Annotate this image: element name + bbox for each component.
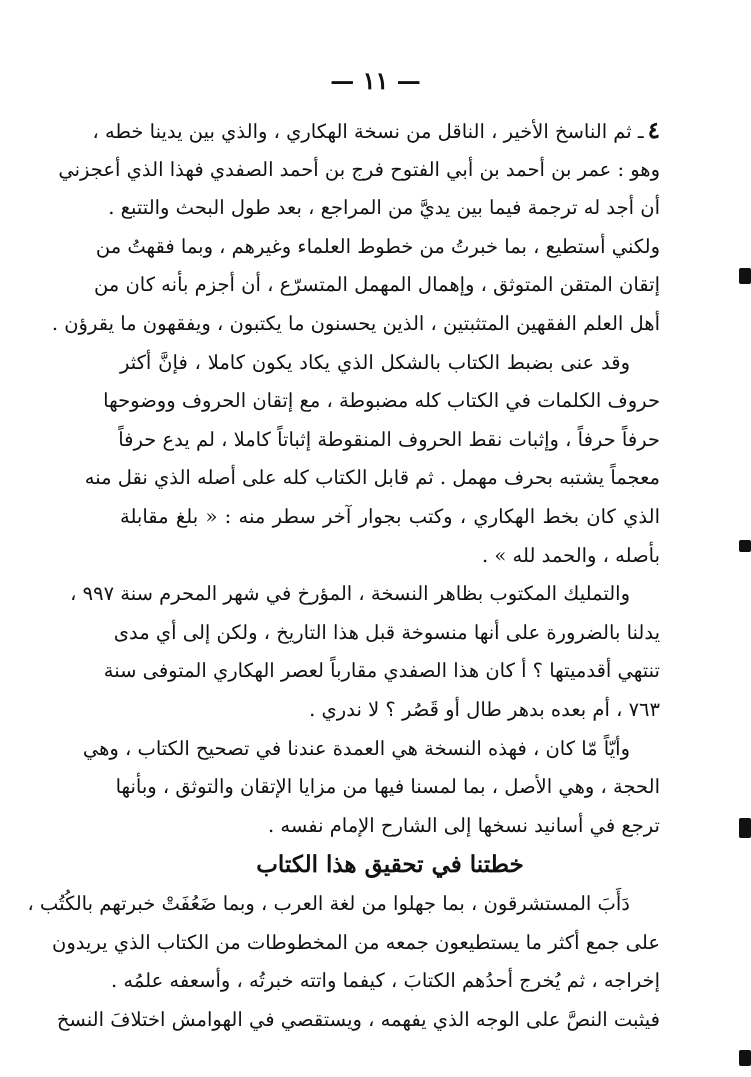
text-line: بأصله ، والحمد لله » . <box>482 543 660 567</box>
text-line: ٤ـ ثم الناسخ الأخير ، الناقل من نسخة الهكاري ، والذي بين يدينا خطه ، <box>92 117 660 144</box>
text-line: تنتهي أقدميتها ؟ أ كان هذا الصفدي مقارباً لعصر الهكاري المتوفى سنة <box>103 659 660 683</box>
section-heading: خطتنا في تحقيق هذا الكتاب <box>256 851 524 879</box>
text-line: فيثبت النصَّ على الوجه الذي يفهمه ، ويستقصي في الهوامش اختلافَ النسخ <box>56 1008 660 1032</box>
scan-edge-mark <box>739 268 751 284</box>
text-line: وأيّاً مّا كان ، فهذه النسخة هي العمدة عندنا في تصحيح الكتاب ، وهي <box>82 736 630 760</box>
text-line: إتقان المتقن المتوثق ، وإهمال المهمل المتسرّع ، أن أجزم بأنه كان من <box>93 273 660 297</box>
text-line: إخراجه ، ثم يُخرج أحدُهم الكتابَ ، كيفما واتته خبرتُه ، وأسعفه علمُه . <box>110 969 660 993</box>
text-line: أن أجد له ترجمة فيما بين يديَّ من المراجع ، بعد طول البحث والتتبع . <box>108 196 660 220</box>
text-line: دَأَبَ المستشرقون ، بما جهلوا من لغة العرب ، وبما ضَعُفَتْ خبرتهم بالكُتُب ، <box>27 892 630 916</box>
text-line: ولكني أستطيع ، بما خبرتُ من خطوط العلماء وغيرهم ، وبما فقهتُ من <box>95 234 660 258</box>
text-line: حروف الكلمات في الكتاب كله مضبوطة ، مع إتقان الحروف ووضوحها <box>103 389 660 413</box>
body-text <box>27 112 660 1040</box>
text-line: الذي كان بخط الهكاري ، وكتب بجوار آخر سطر منه : « بلغ مقابلة <box>120 504 660 528</box>
text-line: حرفاً حرفاً ، وإثبات نقط الحروف المنقوطة إثباتاً كاملا ، لم يدع حرفاً <box>118 427 660 451</box>
page-number: — ١١ — <box>330 66 421 95</box>
text-line: على جمع أكثر ما يستطيعون جمعه من المخطوطات من الكتاب الذي يريدون <box>52 930 660 954</box>
text-line: الحجة ، وهي الأصل ، بما لمسنا فيها من مزايا الإتقان والتوثق ، وبأنها <box>115 775 660 799</box>
text-line: والتمليك المكتوب بظاهر النسخة ، المؤرخ في شهر المحرم سنة ٩٩٧ ، <box>70 582 630 606</box>
item-number: ٤ <box>647 117 660 144</box>
text-line: وهو : عمر بن أحمد بن أبي الفتوح فرج بن أحمد الصفدي فهذا الذي أعجزني <box>58 157 660 181</box>
scan-edge-mark <box>739 1050 751 1066</box>
scan-edge-mark <box>739 540 751 552</box>
text-line: ٧٦٣ ، أم بعده بدهر طال أو قَصُر ؟ لا ندري . <box>309 697 660 721</box>
scan-edge-mark <box>739 818 751 838</box>
text-line: أهل العلم الفقهين المتثبتين ، الذين يحسنون ما يكتبون ، ويفقهون ما يقرؤن . <box>51 311 660 335</box>
text-line: ترجع في أسانيد نسخها إلى الشارح الإمام نفسه . <box>267 813 660 837</box>
text-line: يدلنا بالضرورة على أنها منسوخة قبل هذا التاريخ ، ولكن إلى أي مدى <box>113 620 660 644</box>
text-line: وقد عنى بضبط الكتاب بالشكل الذي يكاد يكون كاملا ، فإنَّ أكثر <box>120 350 630 374</box>
text-line: معجماً يشتبه بحرف مهمل . ثم قابل الكتاب كله على أصله الذي نقل منه <box>84 466 660 490</box>
